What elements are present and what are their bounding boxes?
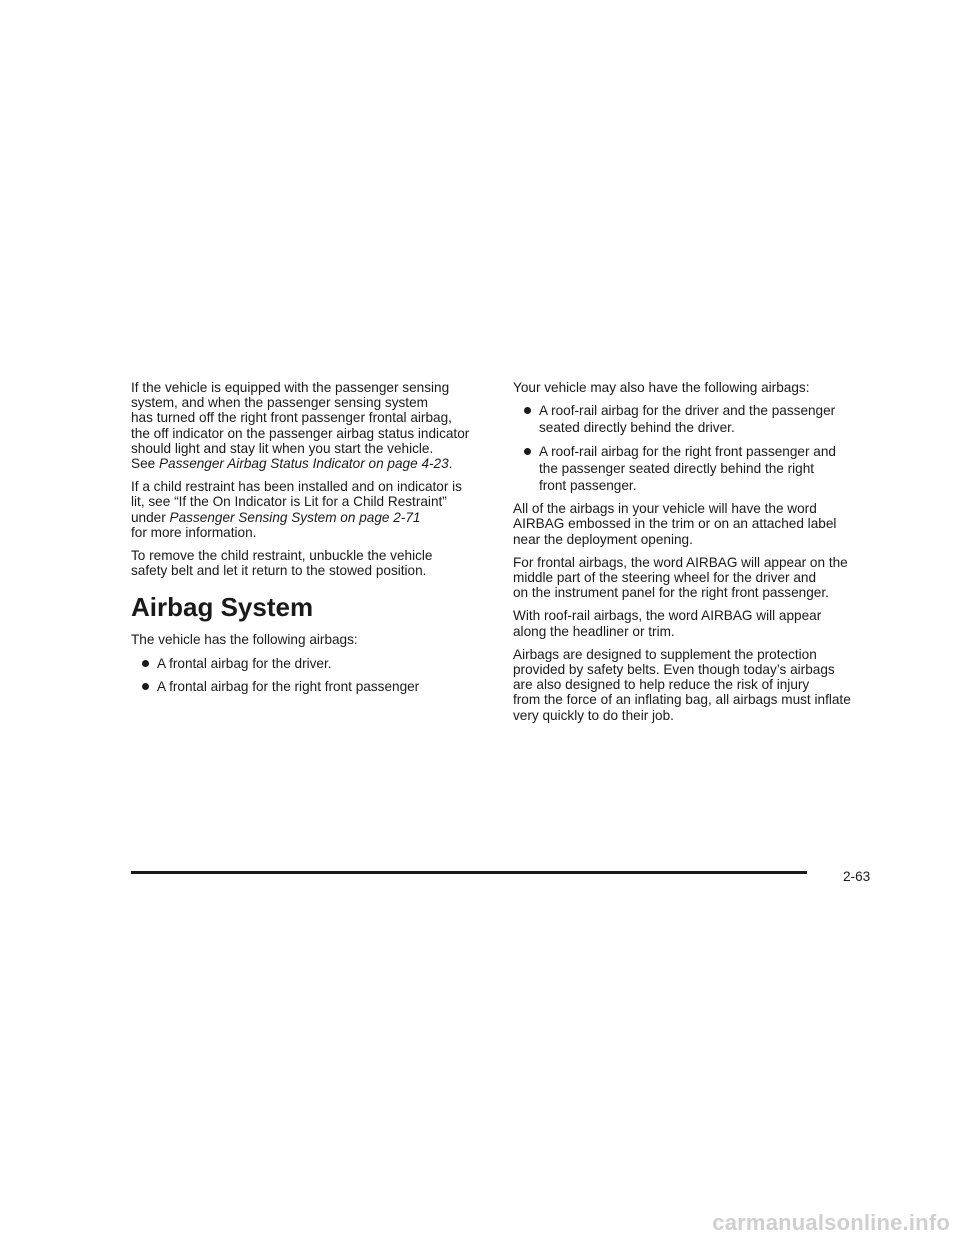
paragraph-roof-rail-airbags bbox=[513, 608, 873, 638]
left-column bbox=[131, 380, 493, 702]
paragraph-airbag-embossed bbox=[513, 501, 873, 547]
text-line bbox=[131, 510, 493, 525]
text-line: Airbags are designed to supplement the protection bbox=[513, 646, 817, 662]
text-line: on the instrument panel for the right front passenger. bbox=[513, 585, 829, 601]
text-line: If the vehicle is equipped with the passenger sensing bbox=[131, 380, 450, 395]
airbag-list bbox=[131, 656, 493, 694]
paragraph-passenger-sensing bbox=[131, 380, 493, 471]
cross-reference-airbag-status-indicator[interactable]: Passenger Airbag Status Indicator on page 4-23 bbox=[158, 456, 449, 472]
list-item-text: seated directly behind the driver. bbox=[539, 420, 735, 436]
text-line: for more information. bbox=[131, 524, 257, 540]
text-line: If a child restraint has been installed and on indicator is bbox=[131, 479, 462, 495]
bullet-icon bbox=[142, 683, 149, 690]
text-line: middle part of the steering wheel for the driver and bbox=[513, 570, 817, 586]
text-fragment: . bbox=[448, 456, 453, 472]
text-line: provided by safety belts. Even though today’s airbags bbox=[513, 662, 835, 678]
list-item bbox=[131, 656, 493, 671]
text-line bbox=[131, 456, 493, 471]
text-line: has turned off the right front passenger frontal airbag, bbox=[131, 410, 452, 426]
text-line: For frontal airbags, the word AIRBAG will appear on the bbox=[513, 554, 848, 570]
list-item bbox=[513, 444, 873, 494]
bullet-icon bbox=[524, 407, 531, 414]
bullet-icon bbox=[142, 660, 149, 667]
text-line: To remove the child restraint, unbuckle the vehicle bbox=[131, 548, 433, 564]
list-item-text: A roof-rail airbag for the driver and the passenger bbox=[539, 403, 836, 419]
page-number: 2-63 bbox=[843, 869, 871, 884]
text-line: lit, see “If the On Indicator is Lit for a Child Restraint” bbox=[131, 494, 447, 510]
text-line: from the force of an inflating bag, all airbags must inflate bbox=[513, 692, 851, 708]
right-column bbox=[513, 380, 873, 731]
bullet-icon bbox=[524, 448, 531, 455]
text-line: AIRBAG embossed in the trim or on an attached label bbox=[513, 516, 837, 532]
paragraph-frontal-airbags bbox=[513, 555, 873, 601]
text-line: along the headliner or trim. bbox=[513, 623, 675, 639]
text-line: The vehicle has the following airbags: bbox=[131, 632, 358, 648]
list-item-text: A frontal airbag for the driver. bbox=[157, 655, 332, 671]
section-heading: Airbag System bbox=[131, 592, 314, 623]
list-item-text: the passenger seated directly behind the right bbox=[539, 460, 815, 476]
text-line: With roof-rail airbags, the word AIRBAG will appear bbox=[513, 608, 822, 624]
paragraph-additional-airbags bbox=[513, 380, 873, 395]
text-line: Your vehicle may also have the following airbags: bbox=[513, 380, 810, 395]
paragraph-airbag-design bbox=[513, 647, 873, 723]
text-line: safety belt and let it return to the stowed position. bbox=[131, 563, 427, 579]
cross-reference-passenger-sensing-system[interactable]: Passenger Sensing System on page 2-71 bbox=[169, 509, 421, 525]
list-item bbox=[513, 403, 873, 435]
text-line: are also designed to help reduce the risk of injury bbox=[513, 677, 810, 693]
list-item-text: front passenger. bbox=[539, 478, 637, 494]
text-line: the off indicator on the passenger airbag status indicator bbox=[131, 425, 470, 441]
text-line: very quickly to do their job. bbox=[513, 707, 674, 723]
roof-rail-airbag-list bbox=[513, 403, 873, 493]
paragraph-child-restraint bbox=[131, 479, 493, 540]
text-fragment: under bbox=[131, 509, 170, 525]
text-line: should light and stay lit when you start the vehicle. bbox=[131, 440, 434, 456]
list-item-text: A roof-rail airbag for the right front passenger and bbox=[539, 443, 836, 459]
list-item bbox=[131, 679, 493, 694]
paragraph-remove-child-restraint bbox=[131, 548, 493, 578]
text-fragment: See bbox=[131, 456, 159, 472]
text-line: All of the airbags in your vehicle will have the word bbox=[513, 501, 817, 517]
watermark-text: carmanualsonline.info bbox=[712, 1210, 950, 1235]
list-item-text: A frontal airbag for the right front passenger bbox=[157, 678, 420, 694]
footer-rule bbox=[131, 871, 807, 874]
text-line: system, and when the passenger sensing system bbox=[131, 395, 428, 411]
text-line: near the deployment opening. bbox=[513, 531, 693, 547]
paragraph-airbag-intro bbox=[131, 632, 493, 647]
